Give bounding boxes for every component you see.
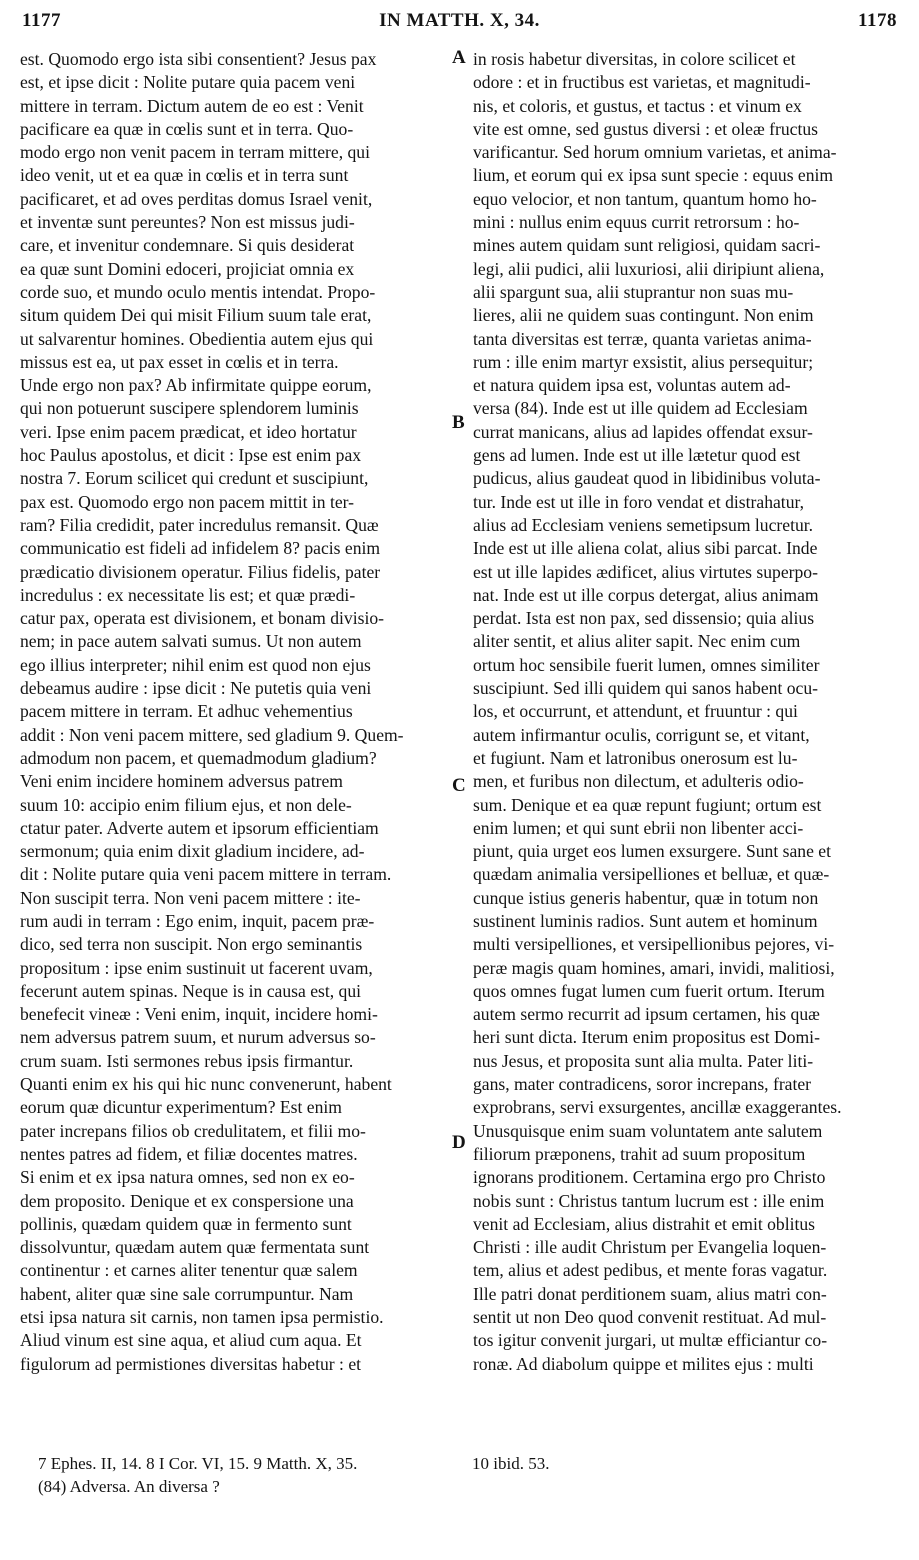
footnote-line: (84) Adversa. An diversa ? xyxy=(38,1477,220,1496)
text-line: continentur : et carnes aliter tenentur quæ salem xyxy=(20,1260,358,1281)
text-line: sum. Denique et ea quæ repunt fugiunt; ortum est xyxy=(473,794,822,815)
text-line: equo velocior, et non tantum, quantum homo ho- xyxy=(473,188,817,209)
text-line: prædicatio divisionem operatur. Filius fidelis, pater xyxy=(20,561,381,582)
text-line: pacem mittere in terram. Et adhuc vehementius xyxy=(20,701,353,722)
text-line: est ut ille lapides ædificet, alius virtutes superpo- xyxy=(473,561,818,582)
text-line: ortum hoc sensibile fuerit lumen, omnes similiter xyxy=(473,654,820,675)
text-line: versa (84). Inde est ut ille quidem ad Ecclesiam xyxy=(473,398,808,419)
text-line: mittere in terram. Dictum autem de eo est : Venit xyxy=(20,95,364,116)
text-line: cunque istius generis habentur, quæ in totum non xyxy=(473,887,819,908)
text-line: fecerunt autem spinas. Neque is in causa est, qui xyxy=(20,980,362,1001)
text-line: nentes patres ad fidem, et filiæ docentes matres. xyxy=(20,1143,358,1164)
text-line: men, et furibus non dilectum, et adulteris odio- xyxy=(473,771,804,792)
text-line: suum 10: accipio enim filium ejus, et non dele- xyxy=(20,794,352,815)
footnote-line: 10 ibid. 53. xyxy=(472,1454,550,1473)
text-line: propositum : ipse enim sustinuit ut facerent uvam, xyxy=(20,957,373,978)
margin-marker-b: B xyxy=(452,412,465,433)
text-line: ronæ. Ad diabolum quippe et milites ejus : multi xyxy=(473,1353,814,1374)
text-line: Unde ergo non pax? Ab infirmitate quippe eorum, xyxy=(20,375,372,396)
text-line: pax est. Quomodo ergo non pacem mittit in ter- xyxy=(20,491,355,512)
text-line: ram? Filia credidit, pater incredulus remansit. Quæ xyxy=(20,514,379,535)
left-text-column xyxy=(20,48,445,1376)
text-line: alii spargunt sua, alii stuprantur non suas mu- xyxy=(473,281,794,302)
text-line: currat manicans, alius ad lapides offendat exsur- xyxy=(473,421,813,442)
text-line: nis, et coloris, et gustus, et tactus : et vinum ex xyxy=(473,95,802,116)
margin-marker-a: A xyxy=(452,47,466,68)
text-line: autem infirmantur oculis, corrigunt se, et vitant, xyxy=(473,724,810,745)
text-line: nobis sunt : Christus tantum lucrum est : ille enim xyxy=(473,1190,825,1211)
text-line: ignorans proditionem. Certamina ergo pro Christo xyxy=(473,1167,826,1188)
text-line: Si enim et ex ipsa natura omnes, sed non ex eo- xyxy=(20,1167,355,1188)
text-line: perdat. Ista est non pax, sed dissensio; quia alius xyxy=(473,608,815,629)
running-title: IN MATTH. X, 34. xyxy=(379,10,540,31)
text-line: crum suam. Isti sermones rebus ipsis firmantur. xyxy=(20,1050,354,1071)
text-line: multi versipelliones, et versipellionibus pejores, vi- xyxy=(473,934,835,955)
text-line: tanta diversitas est terræ, quanta varietas anima- xyxy=(473,328,812,349)
text-line: incredulus : ex necessitate lis est; et quæ prædi- xyxy=(20,584,356,605)
text-line: exprobrans, servi exsurgentes, ancillæ exaggerantes. xyxy=(473,1097,842,1118)
text-line: nostra 7. Eorum scilicet qui credunt et suscipiunt, xyxy=(20,468,369,489)
text-line: habent, aliter quæ sine sale corrumpuntur. Nam xyxy=(20,1283,354,1304)
text-line: pollinis, quædam quidem quæ in fermento sunt xyxy=(20,1213,352,1234)
text-line: Quanti enim ex his qui hic nunc convenerunt, habent xyxy=(20,1074,392,1095)
text-line: benefecit vineæ : Veni enim, inquit, incidere homi- xyxy=(20,1004,378,1025)
text-line: ut salvarentur homines. Obedientia autem ejus qui xyxy=(20,328,374,349)
text-line: modo ergo non venit pacem in terram mittere, qui xyxy=(20,142,370,163)
text-line: mines autem quidam sunt religiosi, quidam sacri- xyxy=(473,235,821,256)
text-line: pudicus, alius gaudeat quod in libidinibus voluta- xyxy=(473,468,821,489)
text-line: et natura quidem ipsa est, voluntas autem ad- xyxy=(473,375,791,396)
text-line: eorum quæ dicuntur experimentum? Est enim xyxy=(20,1097,342,1118)
text-line: ea quæ sunt Domini edoceri, projiciat omnia ex xyxy=(20,258,355,279)
text-line: in rosis habetur diversitas, in colore scilicet et xyxy=(473,49,796,69)
text-line: veri. Ipse enim pacem prædicat, et ideo hortatur xyxy=(20,421,357,442)
text-line: heri sunt dicta. Iterum enim propositus est Domi- xyxy=(473,1027,820,1048)
text-line: rum audi in terram : Ego enim, inquit, pacem præ- xyxy=(20,910,375,931)
text-line: vite est omne, sed gustus diversi : et oleæ fructus xyxy=(473,118,818,139)
text-line: ctatur pater. Adverte autem et ipsorum efficientiam xyxy=(20,817,379,838)
margin-marker-c: C xyxy=(452,775,466,796)
text-line: sentit ut non Deo quod convenit restituat. Ad mul- xyxy=(473,1307,827,1328)
footnote-line: 7 Ephes. II, 14. 8 I Cor. VI, 15. 9 Matth. X, 35. xyxy=(38,1454,358,1473)
text-line: tem, alius et adest pedibus, et mente foras vagatur. xyxy=(473,1260,828,1281)
text-line: aliter sentit, et alius aliter sapit. Nec enim cum xyxy=(473,631,801,652)
text-line: lium, et eorum qui ex ipsa sunt specie : equus enim xyxy=(473,165,834,186)
text-line: sustinent luminis radios. Sunt autem et hominum xyxy=(473,910,818,931)
text-line: dico, sed terra non suscipit. Non ergo seminantis xyxy=(20,934,363,955)
text-line: addit : Non veni pacem mittere, sed gladium 9. Quem- xyxy=(20,724,404,745)
text-line: quædam animalia versipelliones et belluæ, et quæ- xyxy=(473,864,830,885)
right-column-number: 1178 xyxy=(858,10,897,31)
text-line: catur pax, operata est divisionem, et bonam divisio- xyxy=(20,608,384,629)
text-line: pacificare ea quæ in cœlis sunt et in terra. Quo- xyxy=(20,118,354,139)
text-line: dem proposito. Denique et ex conspersione una xyxy=(20,1190,354,1211)
text-line: Inde est ut ille aliena colat, alius sibi parcat. Inde xyxy=(473,538,818,559)
text-line: odore : et in fructibus est varietas, et magnitudi- xyxy=(473,72,811,93)
text-line: ego illius interpreter; nihil enim est quod non ejus xyxy=(20,654,371,675)
text-line: peræ magis quam homines, amari, invidi, malitiosi, xyxy=(473,957,835,978)
text-line: est. Quomodo ergo ista sibi consentient? Jesus pax xyxy=(20,49,377,69)
text-line: Aliud vinum est sine aqua, et aliud cum aqua. Et xyxy=(20,1330,362,1351)
text-line: missus est ea, ut pax esset in cœlis et in terra. xyxy=(20,351,339,372)
margin-marker-d: D xyxy=(452,1132,466,1153)
text-line: Veni enim incidere hominem adversus patrem xyxy=(20,771,343,792)
text-line: Ille patri donat perditionem suam, alius matri con- xyxy=(473,1283,827,1304)
text-line: dit : Nolite putare quia veni pacem mittere in terram. xyxy=(20,864,392,885)
text-line: sermonum; quia enim dixit gladium incidere, ad- xyxy=(20,841,365,862)
text-line: suscipiunt. Sed illi quidem qui sanos habent ocu- xyxy=(473,678,818,699)
text-line: care, et invenitur condemnare. Si quis desiderat xyxy=(20,235,355,256)
text-line: tur. Inde est ut ille in foro vendat et distrahatur, xyxy=(473,491,805,512)
right-text-column xyxy=(473,48,901,1376)
text-line: situm quidem Dei qui misit Filium suum tale erat, xyxy=(20,305,372,326)
text-line: mini : nullus enim equus currit retrorsum : ho- xyxy=(473,212,800,233)
text-line: admodum non pacem, et quemadmodum gladium? xyxy=(20,747,377,768)
text-line: et inventæ sunt pereuntes? Non est missus judi- xyxy=(20,212,355,233)
text-line: qui non potuerunt suscipere splendorem luminis xyxy=(20,398,359,419)
text-line: nem adversus patrem suum, et nurum adversus so- xyxy=(20,1027,376,1048)
text-line: etsi ipsa natura sit carnis, non tamen ipsa permistio. xyxy=(20,1307,384,1328)
text-line: figulorum ad permistiones diversitas habetur : et xyxy=(20,1353,362,1374)
text-line: piunt, quia urget eos lumen exsurgere. Sunt sane et xyxy=(473,841,831,862)
text-line: tos igitur convenit jurgari, ut multæ efficiantur co- xyxy=(473,1330,828,1351)
text-line: gens ad lumen. Inde est ut ille lætetur quod est xyxy=(473,445,801,466)
text-line: nem; in pace autem salvati sumus. Ut non autem xyxy=(20,631,362,652)
text-line: enim lumen; et qui sunt ebrii non libenter acci- xyxy=(473,817,804,838)
text-line: los, et occurrunt, et attendunt, et fruuntur : qui xyxy=(473,701,798,722)
text-line: communicatio est fideli ad infidelem 8? pacis enim xyxy=(20,538,381,559)
text-line: et fugiunt. Nam et latronibus onerosum est lu- xyxy=(473,747,798,768)
text-line: nus Jesus, et proposita sunt alia multa. Pater liti- xyxy=(473,1050,814,1071)
page-header xyxy=(0,10,919,42)
text-line: gans, mater contradicens, soror increpans, frater xyxy=(473,1074,812,1095)
text-line: varificantur. Sed horum omnium varietas, et anima- xyxy=(473,142,837,163)
text-line: est, et ipse dicit : Nolite putare quia pacem veni xyxy=(20,72,356,93)
text-line: filiorum præponens, trahit ad suum propositum xyxy=(473,1143,806,1164)
text-line: corde suo, et mundo oculo mentis intendat. Propo- xyxy=(20,281,376,302)
text-line: debeamus audire : ipse dicit : Ne putetis quia veni xyxy=(20,678,372,699)
text-line: legi, alii pudici, alii luxuriosi, alii diripiunt aliena, xyxy=(473,258,825,279)
text-line: nat. Inde est ut ille corpus detergat, alius animam xyxy=(473,584,819,605)
text-line: hoc Paulus apostolus, et dicit : Ipse est enim pax xyxy=(20,445,362,466)
text-line: Non suscipit terra. Non veni pacem mittere : ite- xyxy=(20,887,361,908)
text-line: dissolvuntur, quædam autem quæ fermentata sunt xyxy=(20,1237,370,1258)
text-line: pater increpans filios ob credulitatem, et filii mo- xyxy=(20,1120,366,1141)
text-line: lieres, alii ne quidem suas contingunt. Non enim xyxy=(473,305,814,326)
text-line: alius ad Ecclesiam veniens semetipsum lucretur. xyxy=(473,514,814,535)
text-line: quos omnes fugat lumen cum fuerit ortum. Iterum xyxy=(473,980,825,1001)
text-line: ideo venit, ut et ea quæ in cœlis et in terra sunt xyxy=(20,165,349,186)
text-line: Unusquisque enim suam voluntatem ante salutem xyxy=(473,1120,823,1141)
left-column-number: 1177 xyxy=(22,10,61,31)
text-line: autem sermo recurrit ad ipsum certamen, his quæ xyxy=(473,1004,820,1025)
text-line: pacificaret, et ad oves perditas domus Israel venit, xyxy=(20,188,373,209)
text-line: Christi : ille audit Christum per Evangelia loquen- xyxy=(473,1237,827,1258)
text-line: venit ad Ecclesiam, alius distrahit et emit oblitus xyxy=(473,1213,816,1234)
text-line: rum : ille enim martyr exsistit, alius persequitur; xyxy=(473,351,814,372)
